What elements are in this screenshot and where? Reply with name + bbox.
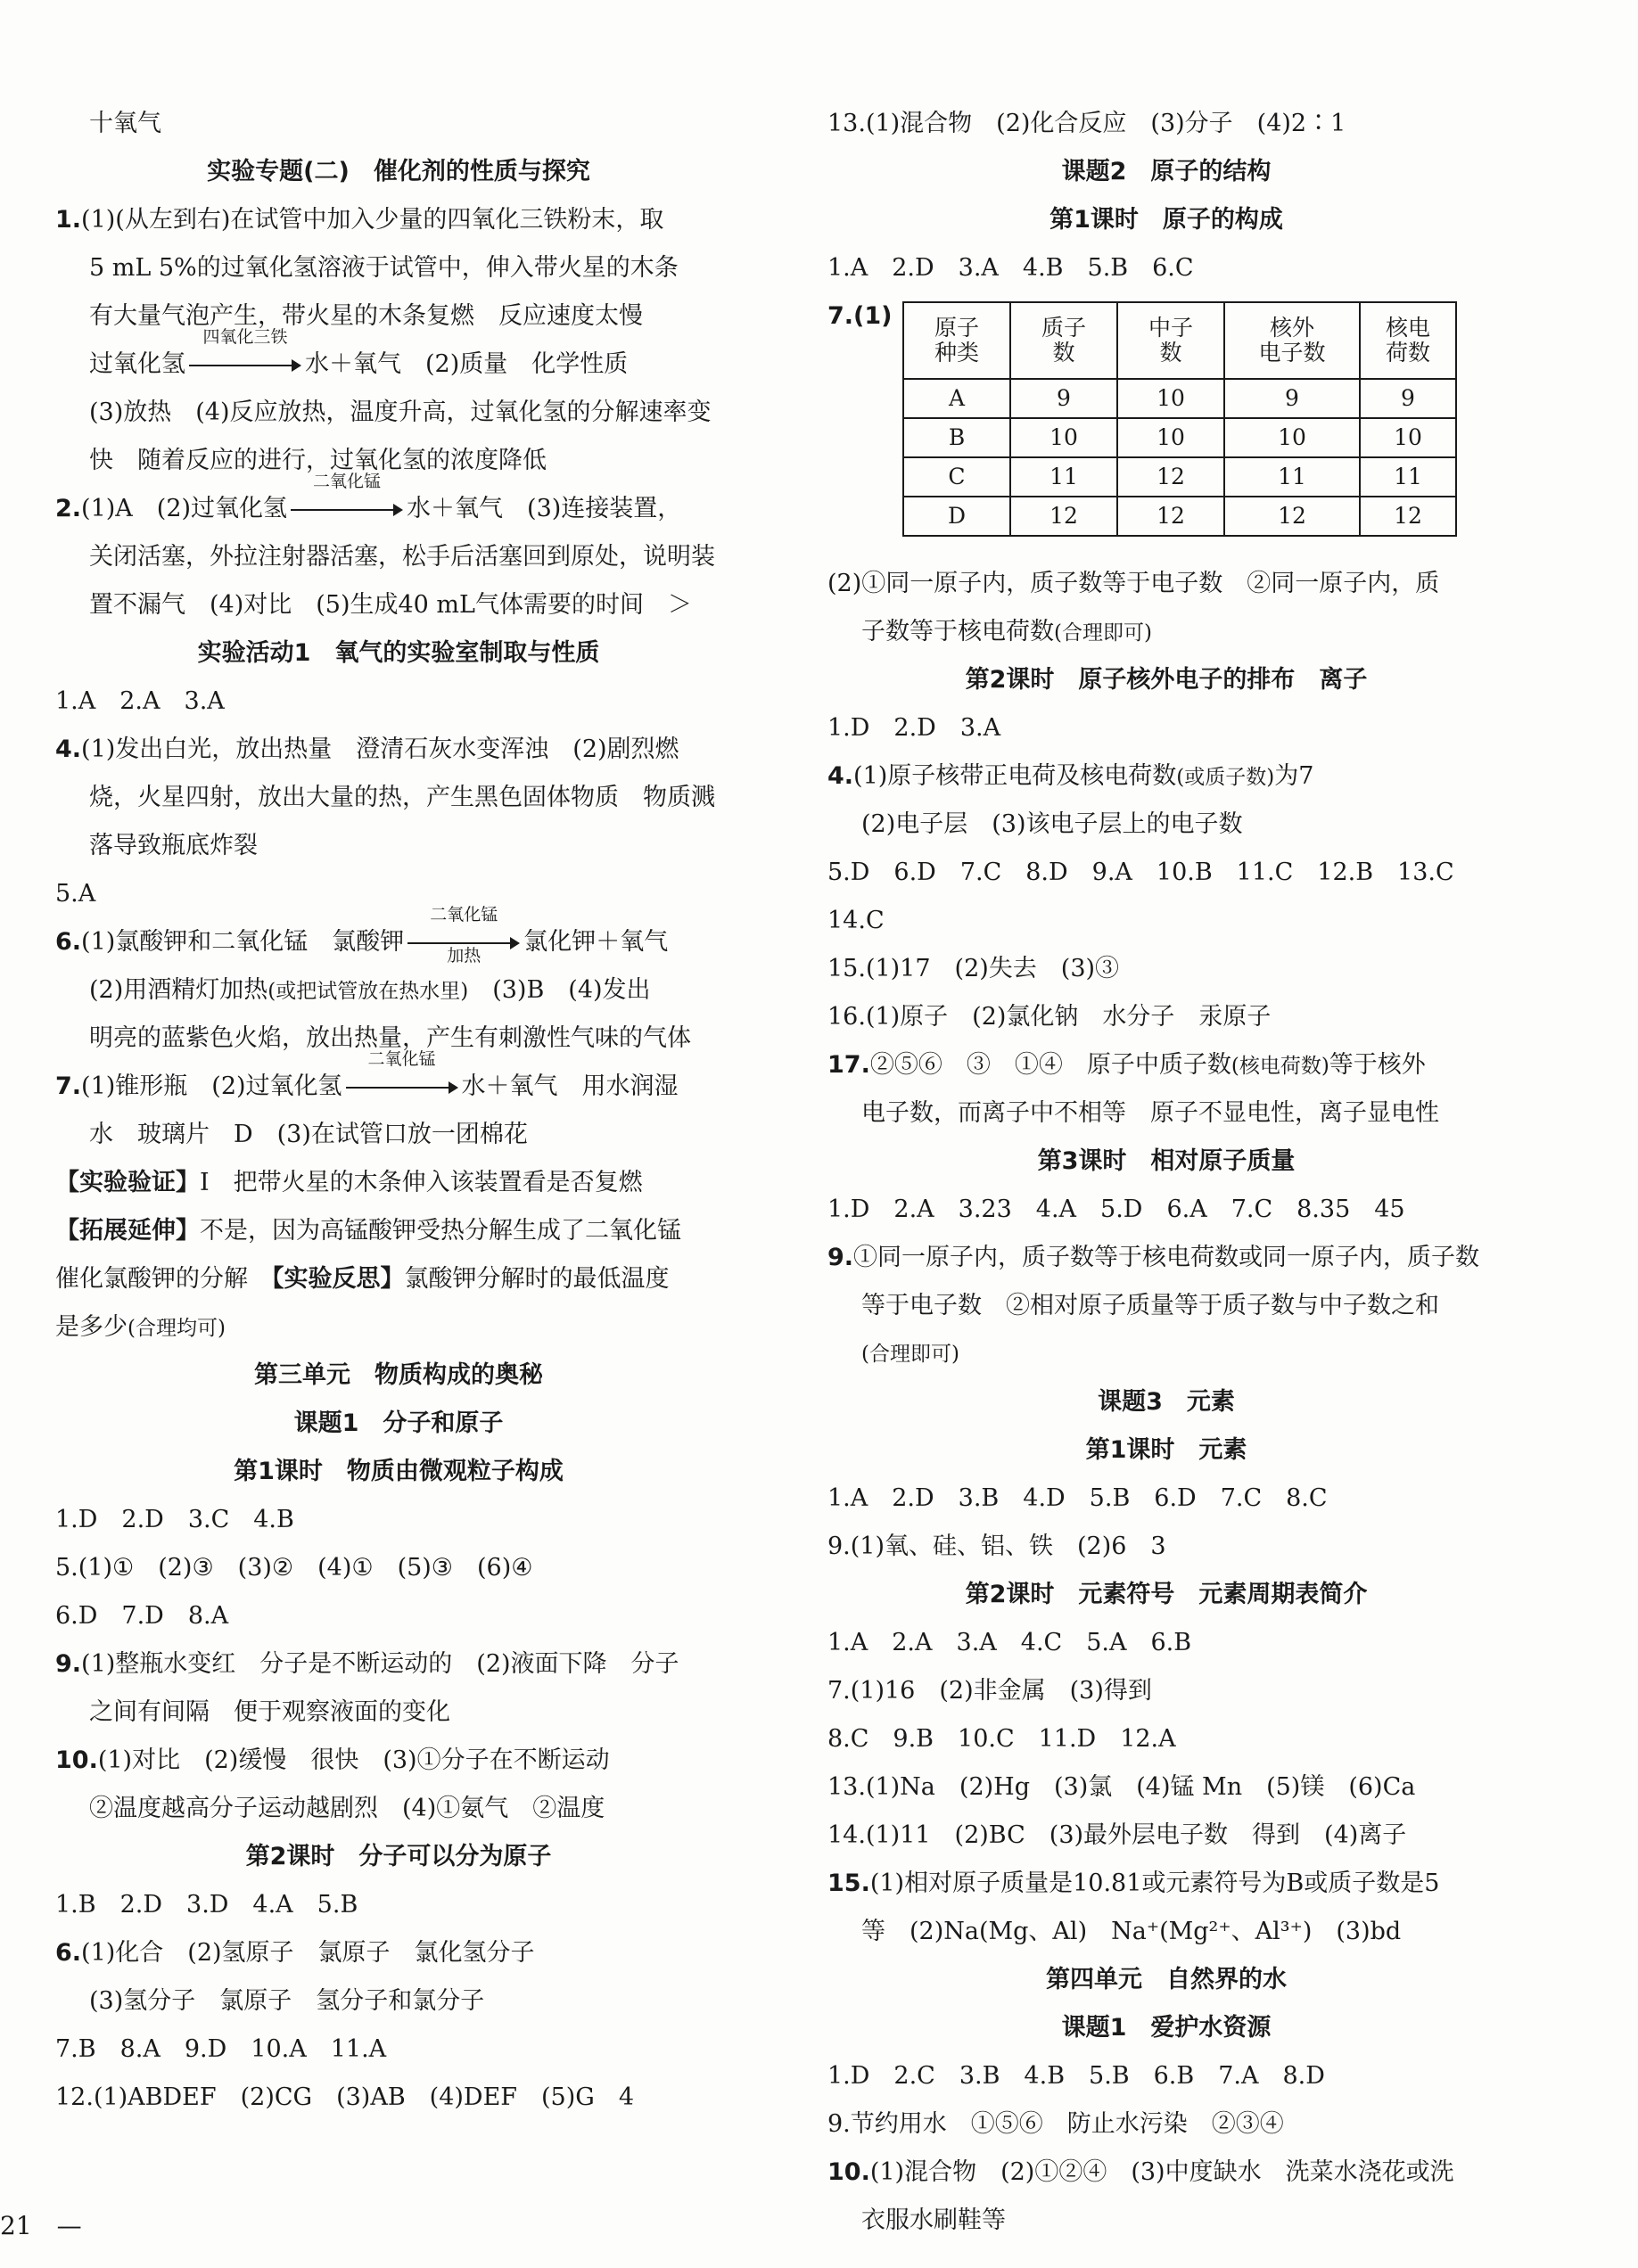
table-cell: A [903, 379, 1010, 418]
equation-line [55, 904, 742, 966]
answer-line: 1.A 2.A 3.A 4.C 5.A 6.B [827, 1629, 1192, 1656]
table-cell: 10 [1224, 418, 1360, 457]
reaction-arrow [407, 904, 520, 966]
text-line: 关闭活塞，外拉注射器活塞，松手后活塞回到原处，说明装 [89, 543, 715, 571]
period-heading: 第2课时 元素符号 元素周期表简介 [965, 1581, 1368, 1608]
lesson-heading: 课题1 分子和原子 [293, 1409, 504, 1437]
answer-text: 子数等于核电荷数 [861, 618, 1054, 645]
question-number: 6. [55, 1939, 82, 1967]
text-line: 5 mL 5%的过氧化氢溶液于试管中，伸入带火星的木条 [89, 254, 679, 282]
text-line: 有大量气泡产生，带火星的木条复燃 反应速度太慢 [89, 302, 643, 330]
table-cell: B [903, 418, 1010, 457]
text-line: 衣服水刷鞋等 [861, 2206, 1006, 2234]
table-cell: 11 [1224, 457, 1360, 497]
period-heading: 第2课时 分子可以分为原子 [245, 1843, 552, 1870]
reactant: (1)A (2)过氧化氢 [81, 495, 288, 522]
text-line [827, 752, 1505, 801]
text-line: (3)放热 (4)反应放热，温度升高，过氧化氢的分解速率变 [89, 399, 712, 426]
answer-line: 1.A 2.A 3.A [55, 687, 225, 715]
text-line: (2)①同一原子内，质子数等于电子数 ②同一原子内，质 [827, 570, 1440, 597]
answer-text: (1)对比 (2)缓慢 很快 (3)①分子在不断运动 [97, 1746, 610, 1774]
atom-table [902, 301, 1457, 537]
period-heading: 第1课时 物质由微观粒子构成 [234, 1458, 564, 1485]
reaction-arrow [189, 326, 301, 377]
text-line: 置不漏气 (4)对比 (5)生成40 mL气体需要的时间 ＞ [89, 591, 692, 619]
header-cell: 质子 数 [1010, 302, 1117, 379]
catalyst-label: 二氧化锰 [313, 471, 382, 491]
note-text: (或把试管放在热水里) [268, 980, 469, 1003]
table-cell: 10 [1117, 379, 1224, 418]
text-line [55, 1303, 742, 1352]
section-heading: 实验专题(二) 催化剂的性质与探究 [207, 158, 590, 185]
answer-line: 15.(1)17 (2)失去 (3)③ [827, 955, 1120, 982]
question-number: 6. [55, 928, 82, 956]
text-line: ②温度越高分子运动越剧烈 (4)①氨气 ②温度 [89, 1795, 605, 1822]
answer-line: 5.(1)① (2)③ (3)② (4)① (5)③ (6)④ [55, 1554, 533, 1582]
answer-text: 是多少 [55, 1313, 128, 1341]
question-number: 10. [55, 1746, 98, 1774]
answer-text: ②⑤⑥ ③ ①④ 原子中质子数 [869, 1051, 1231, 1079]
right-column [827, 100, 1505, 2245]
table-header-row [903, 302, 1456, 379]
text-line: 之间有间隔 便于观察液面的变化 [89, 1698, 450, 1726]
bracket-label: 【实验验证】 [55, 1169, 200, 1196]
answer-text: (1)化合 (2)氢原子 氯原子 氯化氢分子 [81, 1939, 535, 1967]
answer-line: 1.A 2.D 3.B 4.D 5.B 6.D 7.C 8.C [827, 1484, 1328, 1512]
table-cell: C [903, 457, 1010, 497]
catalyst-label: 四氧化三铁 [202, 326, 288, 347]
question-number: 9. [827, 1244, 854, 1271]
answer-line: 14.C [827, 907, 885, 934]
answer-line: 1.D 2.C 3.B 4.B 5.B 6.B 7.A 8.D [827, 2062, 1325, 2090]
reaction-arrow [346, 1048, 458, 1099]
table-cell: 9 [1224, 379, 1360, 418]
text-line: 快 随着反应的进行，过氧化氢的浓度降低 [89, 447, 547, 474]
answer-text: (1)原子核带正电荷及核电荷数 [853, 762, 1177, 790]
answer-text: ①同一原子内，质子数等于核电荷数或同一原子内，质子数 [853, 1244, 1480, 1271]
answer-line: 1.A 2.D 3.A 4.B 5.B 6.C [827, 254, 1194, 282]
answer-text: 氯酸钾分解时的最低温度 [404, 1265, 670, 1293]
answer-text: (1)相对原子质量是10.81或元素符号为B或质子数是5 [869, 1869, 1440, 1897]
text-line [827, 608, 1505, 656]
answer-line: 12.(1)ABDEF (2)CG (3)AB (4)DEF (5)G 4 [55, 2083, 635, 2111]
table-cell: 10 [1010, 418, 1117, 457]
text-line [55, 966, 742, 1015]
table-cell: 12 [1360, 497, 1456, 536]
answer-line: 1.B 2.D 3.D 4.A 5.B [55, 1891, 358, 1919]
text-line [55, 1737, 742, 1785]
question-number: 4. [55, 735, 82, 763]
lesson-heading: 课题2 原子的结构 [1061, 158, 1272, 185]
table-cell: 12 [1224, 497, 1360, 536]
question-number: 4. [827, 762, 854, 790]
product: 水＋氧气 (2)质量 化学性质 [305, 350, 629, 378]
text-line [55, 1929, 742, 1977]
question-number: 7.(1) [827, 302, 893, 330]
text-line [55, 726, 742, 774]
question-number: 15. [827, 1869, 870, 1897]
reaction-arrow [291, 471, 403, 522]
note-text: (核电荷数) [1231, 1055, 1329, 1078]
text-line: 等 (2)Na(Mg、Al) Na⁺(Mg²⁺、Al³⁺) (3)bd [861, 1918, 1402, 1945]
page-number: 21 — [0, 2211, 82, 2240]
answer-text: Ⅰ 把带火星的木条伸入该装置看是否复燃 [200, 1169, 643, 1196]
header-cell: 中子 数 [1117, 302, 1224, 379]
left-column [55, 100, 742, 2122]
answer-line: 7.(1)16 (2)非金属 (3)得到 [827, 1677, 1152, 1705]
section-heading: 实验活动1 氧气的实验室制取与性质 [197, 639, 600, 667]
catalyst-label: 二氧化锰 [367, 1048, 436, 1069]
answer-text: (2)用酒精灯加热 [89, 976, 268, 1004]
equation-line [55, 1048, 742, 1111]
text-line [55, 1640, 742, 1689]
note-text: (合理均可) [128, 1317, 226, 1340]
lesson-heading: 课题3 元素 [1098, 1388, 1235, 1416]
table-cell: 9 [1010, 379, 1117, 418]
condition-label: 加热 [447, 945, 482, 966]
unit-heading: 第四单元 自然界的水 [1046, 1966, 1287, 1993]
question-number: 9. [55, 1650, 82, 1678]
table-row [903, 497, 1456, 536]
catalyst-label: 二氧化锰 [430, 904, 498, 924]
bracket-label: 【实验反思】 [272, 1265, 405, 1293]
equation-line [55, 471, 742, 533]
period-heading: 第1课时 元素 [1085, 1436, 1247, 1464]
table-row [903, 457, 1456, 497]
answer-text: 等于核外 [1329, 1051, 1426, 1079]
question-number: 7. [55, 1072, 82, 1100]
answer-text: 催化氯酸钾的分解 [55, 1265, 272, 1293]
text-line: 十氧气 [89, 110, 161, 137]
table-cell: 10 [1117, 418, 1224, 457]
question-number: 17. [827, 1051, 870, 1079]
answer-text: 不是，因为高锰酸钾受热分解生成了二氧化锰 [200, 1217, 681, 1245]
answer-line: 13.(1)Na (2)Hg (3)氯 (4)锰 Mn (5)镁 (6)Ca [827, 1773, 1416, 1801]
product: 水＋氧气 (3)连接装置， [407, 495, 682, 522]
lesson-heading: 课题1 爱护水资源 [1061, 2014, 1272, 2042]
unit-heading: 第三单元 物质构成的奥秘 [254, 1361, 543, 1389]
table-cell: 9 [1360, 379, 1456, 418]
answer-text: (1)混合物 (2)①②④ (3)中度缺水 洗菜水浇花或洗 [869, 2158, 1454, 2186]
question-number: 2. [55, 495, 82, 522]
answer-line: 9.节约用水 ①⑤⑥ 防止水污染 ②③④ [827, 2110, 1284, 2138]
answer-line: 1.D 2.A 3.23 4.A 5.D 6.A 7.C 8.35 45 [827, 1196, 1405, 1223]
text-line [827, 1234, 1505, 1282]
text-line [827, 1041, 1505, 1089]
answer-line: 13.(1)混合物 (2)化合反应 (3)分子 (4)2∶1 [827, 110, 1346, 137]
text-line: 等于电子数 ②相对原子质量等于质子数与中子数之和 [861, 1292, 1439, 1319]
answer-line: 7.B 8.A 9.D 10.A 11.A [55, 2035, 387, 2063]
text-line: (2)电子层 (3)该电子层上的电子数 [861, 810, 1243, 838]
table-row [903, 379, 1456, 418]
text-line: 落导致瓶底炸裂 [89, 832, 258, 859]
product: 水＋氧气 用水润湿 [461, 1072, 679, 1100]
text-line [55, 1255, 742, 1303]
text-line [55, 1207, 742, 1255]
table-cell: D [903, 497, 1010, 536]
answer-line: 16.(1)原子 (2)氯化钠 水分子 汞原子 [827, 1003, 1272, 1031]
equation-line [55, 326, 742, 389]
text-line [827, 2149, 1505, 2197]
reactant: (1)锥形瓶 (2)过氧化氢 [81, 1072, 342, 1100]
answer-text: (1)发出白光，放出热量 澄清石灰水变浑浊 (2)剧烈燃 [81, 735, 679, 763]
text-line: 明亮的蓝紫色火焰，放出热量，产生有刺激性气味的气体 [89, 1024, 691, 1052]
answer-line: 1.D 2.D 3.A [827, 714, 1001, 742]
period-heading: 第1课时 原子的构成 [1049, 206, 1283, 234]
atom-table-block [827, 292, 1505, 560]
reactant: (1)氯酸钾和二氧化锰 氯酸钾 [81, 928, 405, 956]
reactant: 过氧化氢 [89, 350, 185, 378]
text-line: (3)氢分子 氯原子 氢分子和氯分子 [89, 1987, 485, 2015]
answer-line: 5.A [55, 880, 96, 908]
text-line: 烧，火星四射，放出大量的热，产生黑色固体物质 物质溅 [89, 784, 715, 811]
table-row [903, 418, 1456, 457]
period-heading: 第3课时 相对原子质量 [1037, 1147, 1296, 1175]
answer-line: 9.(1)氧、硅、铝、铁 (2)6 3 [827, 1533, 1166, 1560]
answer-text: (1)(从左到右)在试管中加入少量的四氧化三铁粉末，取 [81, 206, 664, 234]
answer-line: 5.D 6.D 7.C 8.D 9.A 10.B 11.C 12.B 13.C [827, 859, 1454, 886]
table-cell: 11 [1010, 457, 1117, 497]
table-cell: 12 [1010, 497, 1117, 536]
answer-text: 为7 [1274, 762, 1314, 790]
note-line: (合理即可) [861, 1343, 959, 1366]
answer-line: 1.D 2.D 3.C 4.B [55, 1506, 294, 1533]
product: 氯化钾＋氧气 [523, 928, 669, 956]
period-heading: 第2课时 原子核外电子的排布 离子 [965, 666, 1368, 694]
answer-text: (1)整瓶水变红 分子是不断运动的 (2)液面下降 分子 [81, 1650, 679, 1678]
table-cell: 10 [1360, 418, 1456, 457]
text-line [55, 1159, 742, 1207]
text-line: 水 玻璃片 D (3)在试管口放一团棉花 [89, 1121, 528, 1148]
answer-line: 14.(1)11 (2)BC (3)最外层电子数 得到 (4)离子 [827, 1821, 1407, 1849]
table-cell: 12 [1117, 457, 1224, 497]
bracket-label: 【拓展延伸】 [55, 1217, 200, 1245]
text-line [55, 196, 742, 244]
question-number: 1. [55, 206, 82, 234]
table-cell: 11 [1360, 457, 1456, 497]
header-cell: 核电 荷数 [1360, 302, 1456, 379]
text-line [827, 1860, 1505, 1908]
table-cell: 12 [1117, 497, 1224, 536]
answer-line: 6.D 7.D 8.A [55, 1602, 229, 1630]
note-text: (合理即可) [1054, 621, 1152, 645]
header-cell: 核外 电子数 [1224, 302, 1360, 379]
answer-line: 8.C 9.B 10.C 11.D 12.A [827, 1725, 1176, 1753]
header-cell: 原子 种类 [903, 302, 1010, 379]
note-text: (或质子数) [1176, 766, 1275, 789]
text-line: 电子数，而离子中不相等 原子不显电性，离子显电性 [861, 1099, 1439, 1127]
answer-text: (3)B (4)发出 [468, 976, 651, 1004]
question-number: 10. [827, 2158, 870, 2186]
